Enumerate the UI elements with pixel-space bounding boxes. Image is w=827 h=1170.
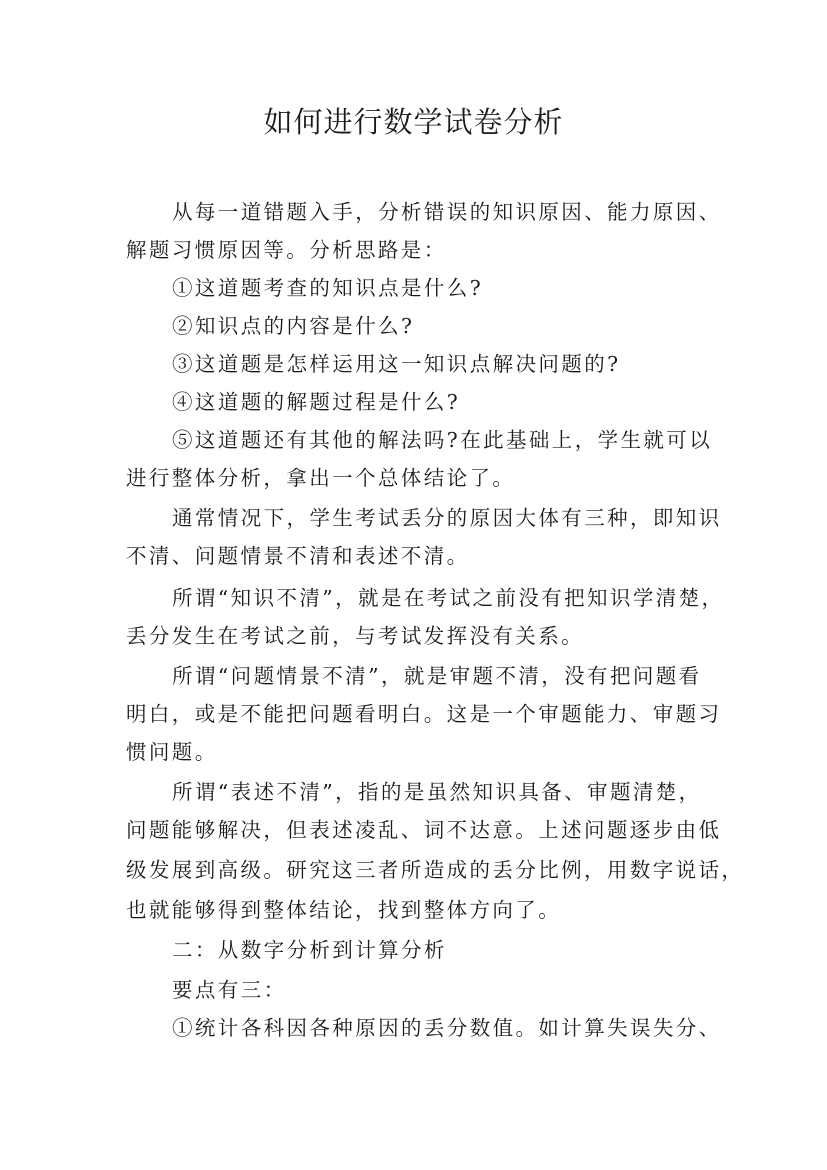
- paragraph-line: ①这道题考查的知识点是什么?: [172, 276, 484, 300]
- paragraph-line: 丢分发生在考试之前，与考试发挥没有关系。: [126, 624, 584, 648]
- paragraph-line: 通常情况下，学生考试丢分的原因大体有三种，即知识: [172, 506, 722, 530]
- paragraph-line: 问题能够解决，但表述凌乱、词不达意。上述问题逐步由低: [126, 818, 722, 842]
- document-title: 如何进行数学试卷分析: [263, 105, 564, 139]
- paragraph-line: 也就能够得到整体结论，找到整体方向了。: [126, 898, 562, 922]
- paragraph-line: 解题习惯原因等。分析思路是：: [126, 238, 447, 262]
- paragraph-line: 要点有三：: [172, 978, 287, 1002]
- paragraph-line: 所谓“表述不清”，指的是虽然知识具备、审题清楚，: [172, 780, 702, 804]
- paragraph-line: ①统计各科因各种原因的丢分数值。如计算失误失分、: [172, 1016, 722, 1040]
- paragraph-line: 所谓“问题情景不清”，就是审题不清，没有把问题看: [172, 664, 702, 688]
- paragraph-line: 惯问题。: [126, 740, 218, 764]
- paragraph-line: 不清、问题情景不清和表述不清。: [126, 544, 470, 568]
- section-heading: 二：从数字分析到计算分析: [172, 938, 447, 962]
- paragraph-line: 进行整体分析，拿出一个总体结论了。: [126, 466, 516, 490]
- paragraph-line: 所谓“知识不清”，就是在考试之前没有把知识学清楚，: [172, 586, 725, 610]
- paragraph-line: ③这道题是怎样运用这一知识点解决问题的?: [172, 352, 621, 376]
- paragraph-line: 明白，或是不能把问题看明白。这是一个审题能力、审题习: [126, 702, 722, 726]
- paragraph-line: 级发展到高级。研究这三者所造成的丢分比例，用数字说话，: [126, 858, 745, 882]
- paragraph-line: 从每一道错题入手，分析错误的知识原因、能力原因、: [172, 200, 722, 224]
- paragraph-line: ④这道题的解题过程是什么?: [172, 390, 461, 414]
- paragraph-line: ⑤这道题还有其他的解法吗?在此基础上，学生就可以: [172, 428, 713, 452]
- paragraph-line: ②知识点的内容是什么?: [172, 314, 415, 338]
